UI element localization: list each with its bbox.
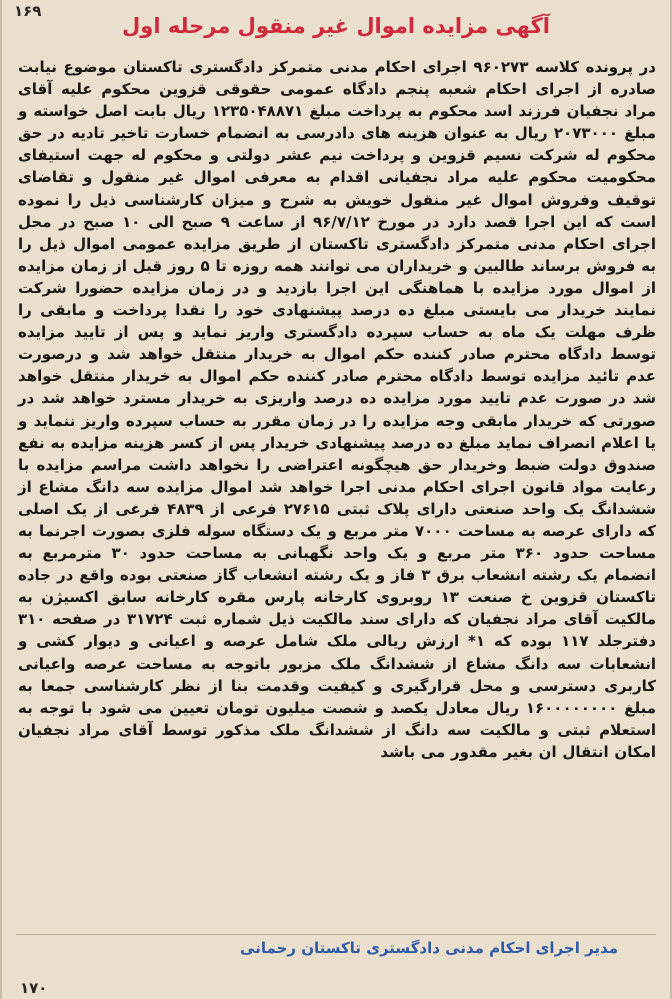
notice-title: آگهی مزایده اموال غیر منقول مرحله اول — [122, 14, 550, 38]
signature-divider — [16, 934, 656, 935]
notice-signature: مدیر اجرای احکام مدنی دادگستری تاکستان رحمانی — [240, 939, 618, 957]
notice-body: در پرونده کلاسه ۹۶۰۲۷۳ اجرای احکام مدنی متمرکز دادگستری تاکستان موضوع نیابت صادره از اجرای احکام شعبه پنجم دادگاه عمومی حقوقی قزوین محکوم علیه آقای مراد نجفیان فرزند اسد محکوم به پرداخت مبلغ ۱۲۳۵۰۴۸۸۷۱ ریال بابت اصل خواسته و مبلغ ۲۰۷۳۰۰۰ ریال به عنوان هزینه های دادرسی به انضمام خسارت تاخیر تادیه در حق محکوم له شرکت نسیم قزوین و پرداخت نیم عشر دولتی و محکوم له جهت استیفای محکومیت محکوم علیه مراد نجفیانی اقدام به معرفی اموال غیر منقول و تقاضای توقیف وفروش اموال غیر منقول خویش به شرح و میزان کارشناسی ذیل را نموده است که این اجرا قصد دارد در مورخ ۹۶/۷/۱۲ از ساعت ۹ صبح الی ۱۰ صبح در محل اجرای احکام مدنی متمرکز دادگستری تاکستان از طریق مزایده عمومی اموال ذیل را به فروش برساند طالبین و خریداران می توانند همه روزه تا ۵ روز قبل از زمان مزایده از اموال مورد مزایده با هماهنگی این اجرا بازدید و در زمان مزایده حضورا شرکت نمایند خریدار می بایستی مبلغ ده درصد پیشنهادی خود را نقدا پرداخت و مابقی را ظرف مهلت یک ماه به حساب سپرده دادگستری واریز نماید و پس از تایید مزایده توسط دادگاه محترم صادر کننده حکم اموال به خریدار منتقل خواهد شد و درصورت عدم تائید مزایده توسط دادگاه محترم صادر کننده حکم اموال به خریدار منتقل خواهد شد در صورت عدم تایید مورد مزایده ده درصد واریزی به خریدار مسترد خواهد شد در صورتی که خریدار مابقی وجه مزایده را در زمان مقرر به حساب سپرده واریز ننماید و یا اعلام انصراف نماید مبلغ ده درصد پیشنهادی خریدار پس از کسر هزینه مزایده به نفع صندوق دولت ضبط وخریدار حق هیچگونه اعتراضی را نخواهد داشت مراسم مزایده با رعایت مواد قانون اجرای احکام مدنی اجرا خواهد شد اموال مزایده سه دانگ مشاع از ششدانگ یک واحد صنعتی دارای پلاک ثبتی ۲۷۶۱۵ فرعی از ۴۸۳۹ فرعی از یک اصلی که دارای عرصه به مساحت ۷۰۰۰ متر مربع و یک دستگاه سوله فلزی بصورت اجرنما به مساحت حدود ۳۶۰ متر مربع و یک واحد نگهبانی به مساحت حدود ۳۰ مترمربع به انضمام یک رشته انشعاب برق ۳ فاز و یک رشته انشعاب گاز صنعتی بوده واقع در جاده تاکستان قزوین خ صنعت ۱۳ روبروی کارخانه پارس مقره کارخانه سابق اکسیژن به مالکیت آقای مراد نجفیان که دارای سند مالکیت ذیل شماره ثبت ۳۱۷۲۴ در صفحه ۳۱۰ دفترجلد ۱۱۷ بوده که ۱* ارزش ریالی ملک شامل عرصه و اعیانی و دیوار کشی و انشعابات سه دانگ مشاع از ششدانگ ملک مزبور باتوجه به مساحت عرصه واعیانی کاربری دسترسی و محل قرارگیری و کیفیت وقدمت بنا از نظر کارشناسی جمعا به مبلغ ۱۶۰۰۰۰۰۰۰۰ ریال معادل یکصد و شصت میلیون تومان تعیین می شود با توجه به استعلام ثبتی و مالکیت سه دانگ از ششدانگ ملک مذکور توسط آقای مراد نجفیان امکان انتقال ان بغیر مقدور می باشد — [18, 58, 657, 761]
bottom-page-number: ۱۷۰ — [20, 979, 48, 997]
top-page-number: ۱۶۹ — [14, 2, 42, 20]
